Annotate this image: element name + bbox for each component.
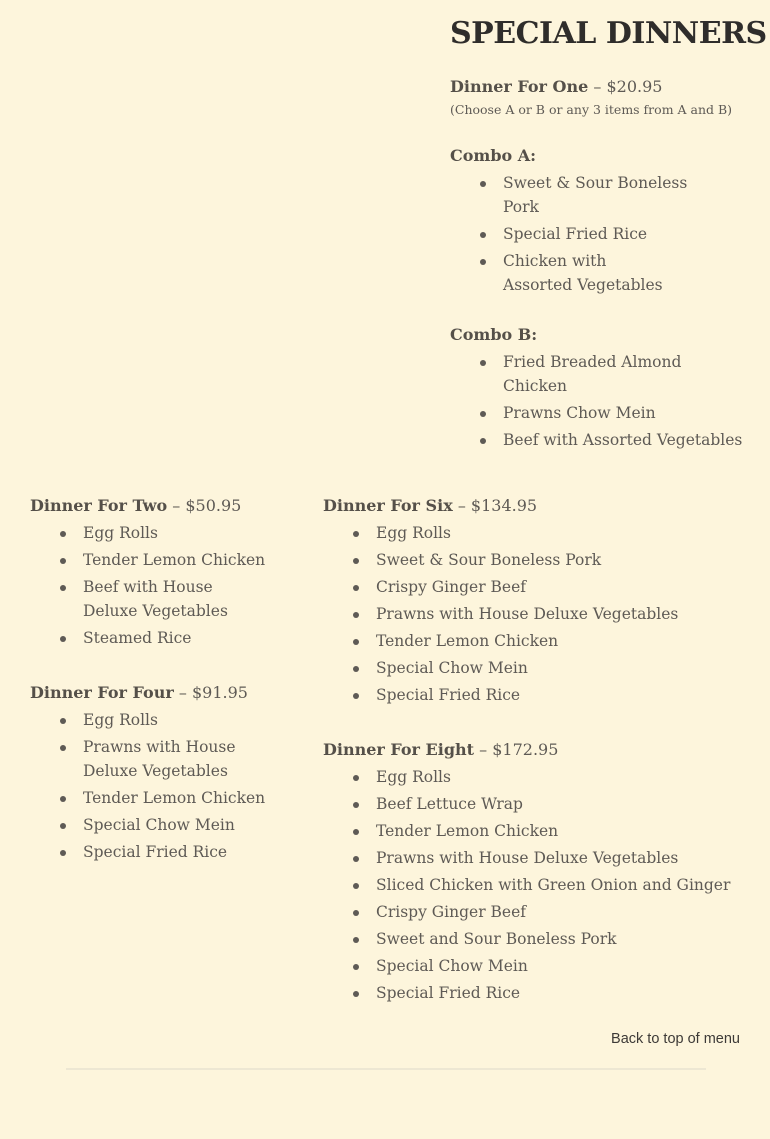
list-item: Beef Lettuce Wrap: [323, 792, 743, 816]
combo-b-list: [450, 350, 750, 452]
dinner-price: – $91.95: [173, 683, 248, 702]
list-item: Egg Rolls: [30, 708, 290, 732]
dinner-price: – $172.95: [474, 740, 559, 759]
dinner-name: Dinner For Four: [30, 683, 174, 702]
list-item: Egg Rolls: [323, 765, 743, 789]
list-item: Crispy Ginger Beef: [323, 575, 743, 599]
list-item: Chicken with Assorted Vegetables: [450, 249, 673, 297]
list-item: Prawns with House Deluxe Vegetables: [30, 735, 288, 783]
dinner-for-two-section: [30, 494, 290, 650]
list-item: Tender Lemon Chicken: [323, 629, 743, 653]
list-item: Special Fried Rice: [450, 222, 710, 246]
dinner-for-six-list: [323, 521, 743, 707]
list-item: Sweet & Sour Boneless Pork: [450, 171, 710, 219]
list-item: Beef with House Deluxe Vegetables: [30, 575, 268, 623]
list-item: Special Chow Mein: [323, 954, 743, 978]
list-item: Fried Breaded Almond Chicken: [450, 350, 750, 398]
combo-b-label: Combo B:: [450, 325, 538, 344]
list-item: Sweet and Sour Boneless Pork: [323, 927, 743, 951]
list-item: Special Fried Rice: [30, 840, 290, 864]
page-title: SPECIAL DINNERS: [450, 16, 767, 51]
combo-a-label: Combo A:: [450, 146, 537, 165]
dinner-for-one-heading: [450, 75, 750, 99]
dinner-for-four-section: [30, 681, 290, 864]
dinner-for-two-list: [30, 521, 290, 650]
list-item: Special Chow Mein: [30, 813, 290, 837]
list-item: Prawns with House Deluxe Vegetables: [323, 602, 743, 626]
dinner-for-eight-section: [323, 738, 743, 1005]
list-item: Special Fried Rice: [323, 981, 743, 1005]
list-item: Sweet & Sour Boneless Pork: [323, 548, 743, 572]
dinner-price: – $20.95: [588, 77, 663, 96]
list-item: Prawns with House Deluxe Vegetables: [323, 846, 743, 870]
list-item: Steamed Rice: [30, 626, 290, 650]
list-item: Special Fried Rice: [323, 683, 743, 707]
dinner-name: Dinner For Six: [323, 496, 453, 515]
dinner-for-four-heading: [30, 681, 290, 705]
dinner-for-six-heading: [323, 494, 743, 518]
dinner-name: Dinner For One: [450, 77, 589, 96]
list-item: Egg Rolls: [323, 521, 743, 545]
list-item: Beef with Assorted Vegetables: [450, 428, 750, 452]
dinner-price: – $134.95: [452, 496, 538, 515]
dinner-note: (Choose A or B or any 3 items from A and B): [450, 102, 733, 117]
back-to-top-link[interactable]: Back to top of menu: [611, 1031, 740, 1047]
list-item: Special Chow Mein: [323, 656, 743, 680]
dinner-for-eight-heading: [323, 738, 743, 762]
list-item: Crispy Ginger Beef: [323, 900, 743, 924]
dinner-name: Dinner For Two: [30, 496, 168, 515]
list-item: Tender Lemon Chicken: [30, 548, 290, 572]
combo-a-list: [450, 171, 710, 297]
list-item: Prawns Chow Mein: [450, 401, 750, 425]
list-item: Tender Lemon Chicken: [30, 786, 290, 810]
list-item: Tender Lemon Chicken: [323, 819, 743, 843]
dinner-for-six-section: [323, 494, 743, 707]
dinner-for-two-heading: [30, 494, 290, 518]
list-item: Egg Rolls: [30, 521, 290, 545]
section-divider: [66, 1068, 706, 1070]
dinner-for-four-list: [30, 708, 290, 864]
dinner-for-eight-list: [323, 765, 743, 1005]
dinner-price: – $50.95: [167, 496, 242, 515]
list-item: Sliced Chicken with Green Onion and Ginger: [323, 873, 743, 897]
dinner-name: Dinner For Eight: [323, 740, 475, 759]
dinner-for-one-section: [450, 75, 750, 452]
